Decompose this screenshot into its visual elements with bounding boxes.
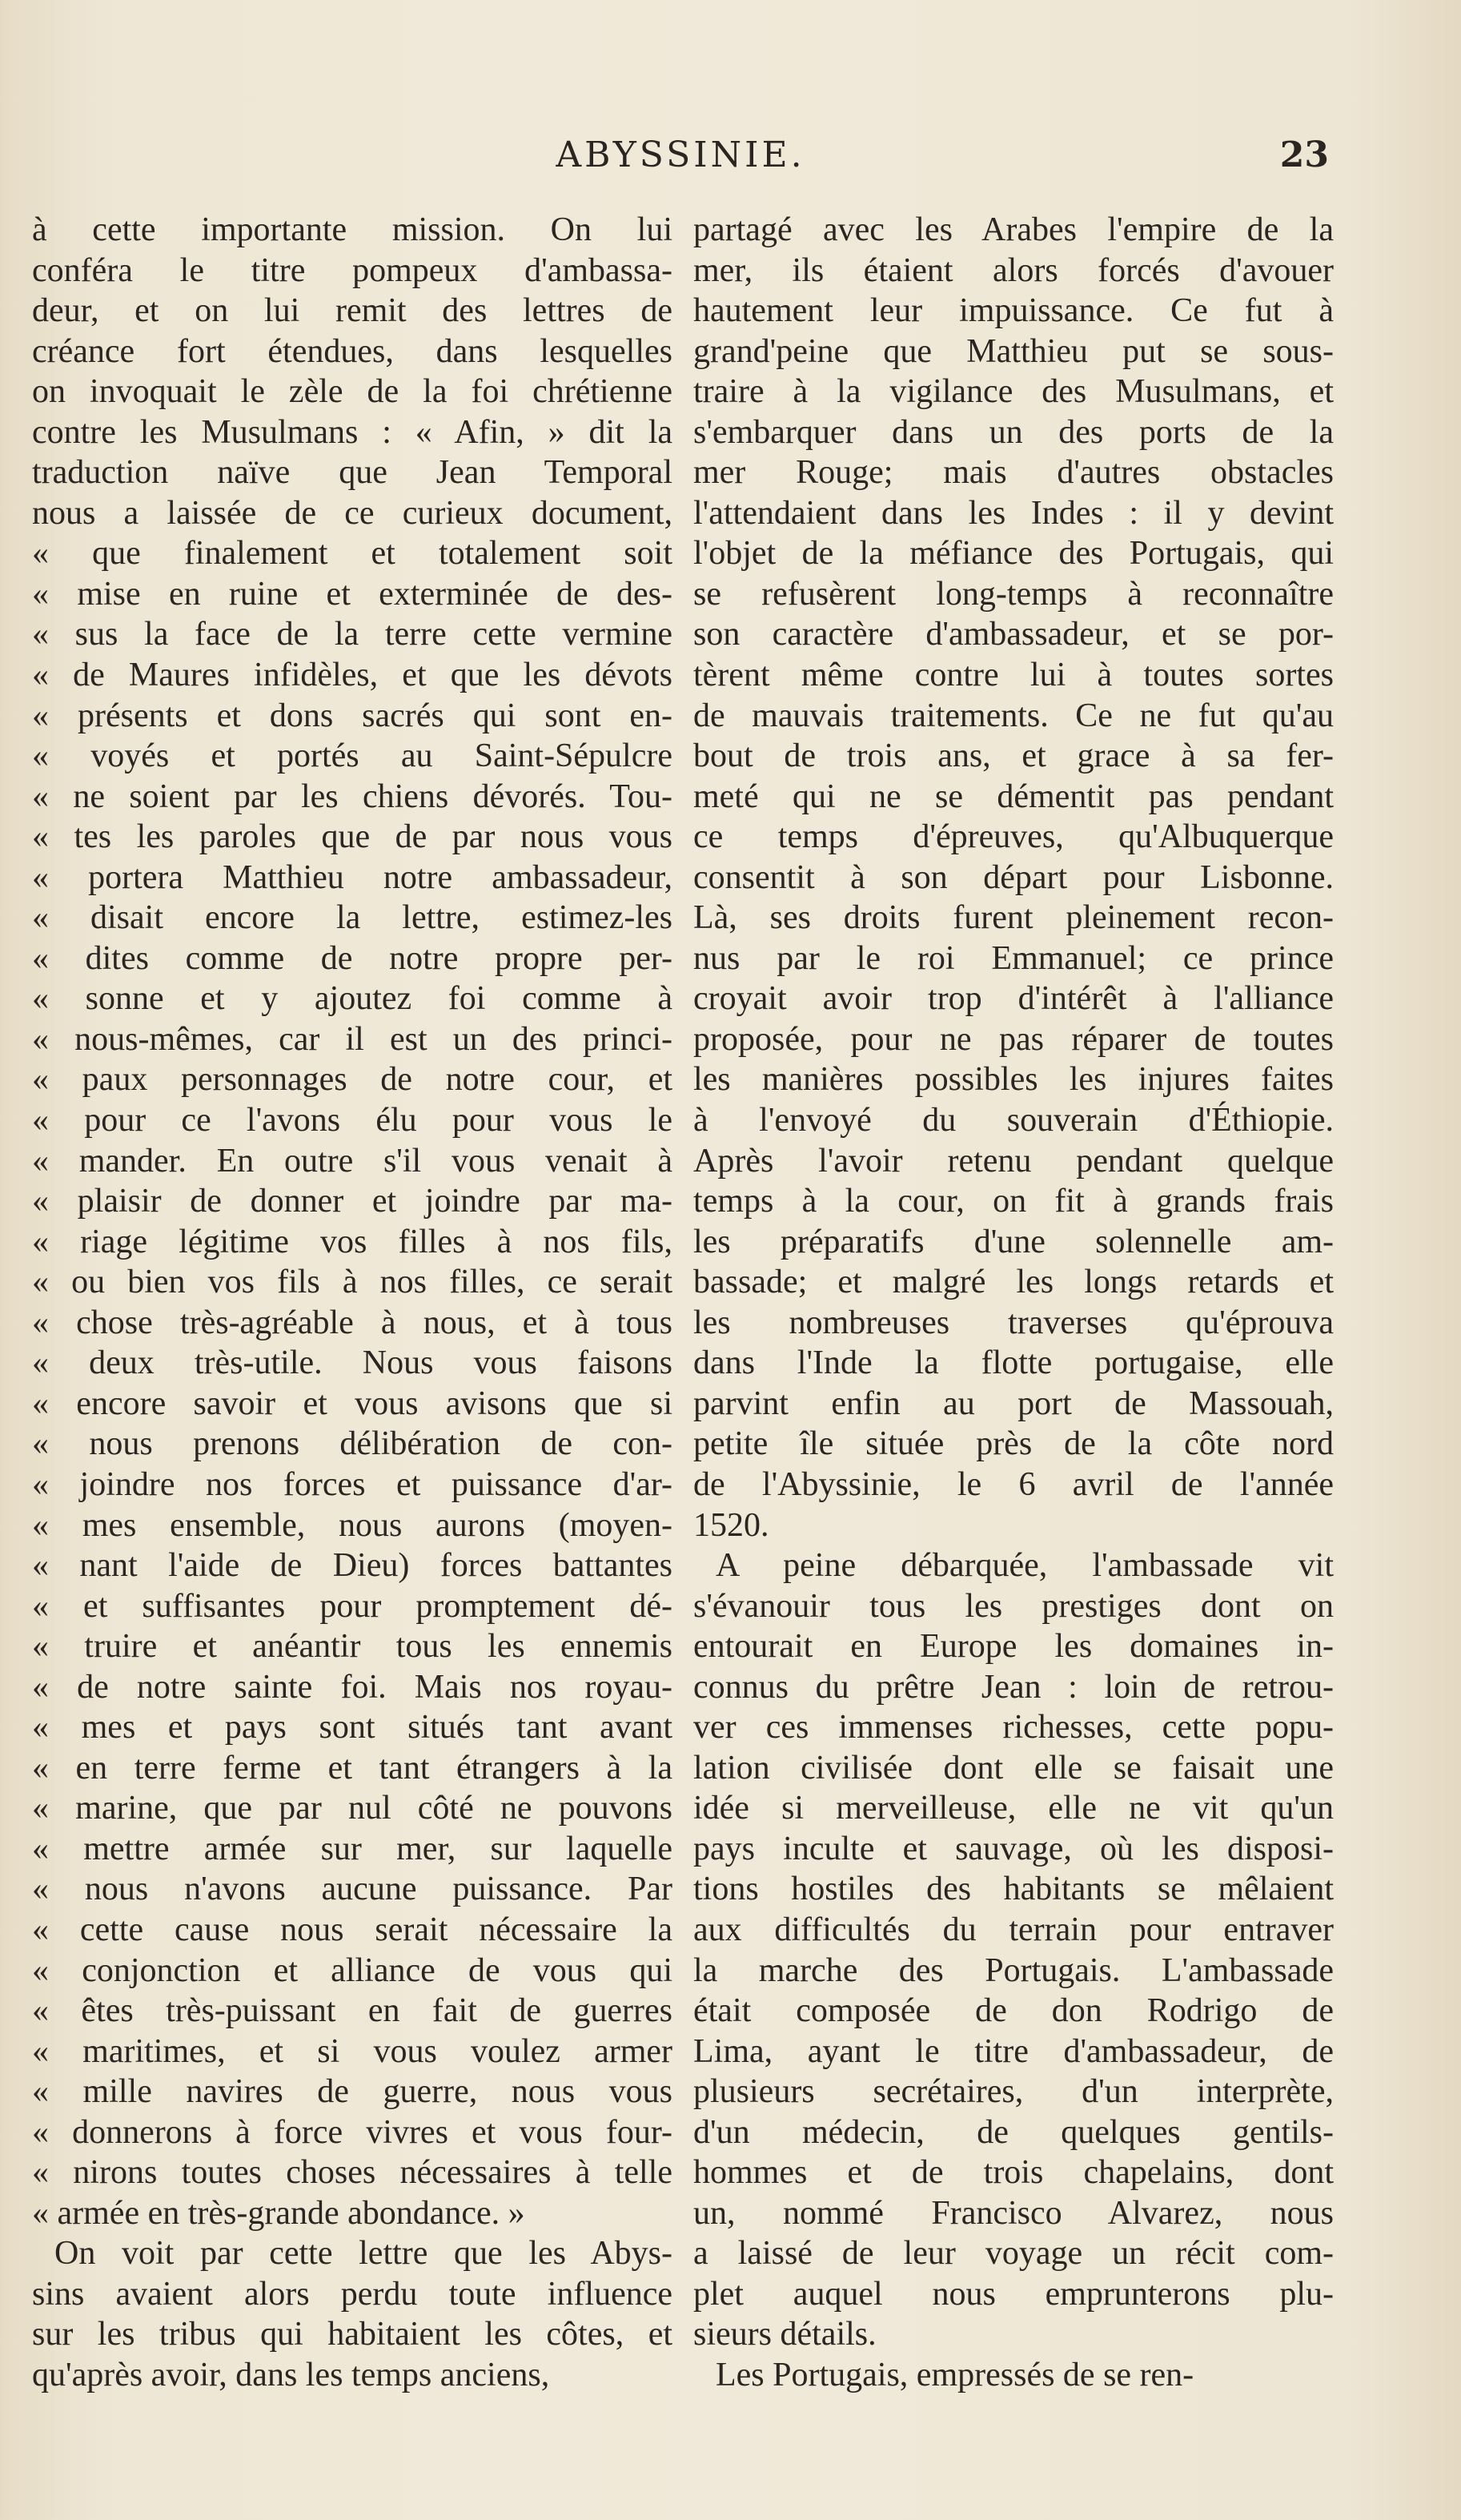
- text-line: hautement leur impuissance. Ce fut à: [693, 292, 1334, 330]
- text-line: « marine, que par nul côté ne pouvons: [32, 1790, 672, 1827]
- text-line: parvint enfin au port de Massouah,: [693, 1385, 1334, 1422]
- text-line: « mettre armée sur mer, sur laquelle: [32, 1830, 672, 1867]
- text-line: nous a laissée de ce curieux document,: [32, 494, 672, 532]
- text-line: l'attendaient dans les Indes : il y devint: [693, 494, 1334, 532]
- text-line: sieurs détails.: [693, 2316, 877, 2353]
- right-column: [693, 210, 1334, 2396]
- text-line: A peine débarquée, l'ambassade vit: [716, 1547, 1334, 1585]
- text-line: tions hostiles des habitants se mêlaient: [693, 1871, 1334, 1908]
- text-line: ce temps d'épreuves, qu'Albuquerque: [693, 818, 1334, 856]
- text-line: « deux très-utile. Nous vous faisons: [32, 1344, 672, 1382]
- text-line: aux difficultés du terrain pour entraver: [693, 1911, 1334, 1948]
- text-line: se refusèrent long-temps à reconnaître: [693, 575, 1334, 613]
- text-line: « êtes très-puissant en fait de guerres: [32, 1992, 672, 2030]
- text-line: contre les Musulmans : « Afin, » dit la: [32, 413, 672, 451]
- text-line: s'embarquer dans un des ports de la: [693, 413, 1334, 451]
- text-line: « nous n'avons aucune puissance. Par: [32, 1871, 672, 1908]
- text-line: « sonne et y ajoutez foi comme à: [32, 980, 672, 1018]
- text-line: « paux personnages de notre cour, et: [32, 1061, 672, 1099]
- text-line: Lima, ayant le titre d'ambassadeur, de: [693, 2032, 1334, 2070]
- text-line: l'objet de la méfiance des Portugais, qui: [693, 535, 1334, 573]
- text-line: « pour ce l'avons élu pour vous le: [32, 1102, 672, 1139]
- text-line: les préparatifs d'une solennelle am-: [693, 1223, 1334, 1260]
- text-line: nus par le roi Emmanuel; ce prince: [693, 939, 1334, 977]
- text-line: « encore savoir et vous avisons que si: [32, 1385, 672, 1422]
- text-line: « ou bien vos fils à nos filles, ce serait: [32, 1264, 672, 1301]
- text-line: sins avaient alors perdu toute influence: [32, 2275, 672, 2313]
- text-line: « joindre nos forces et puissance d'ar-: [32, 1465, 672, 1503]
- text-line: lation civilisée dont elle se faisait une: [693, 1749, 1334, 1787]
- text-line: ver ces immenses richesses, cette popu-: [693, 1709, 1334, 1746]
- text-line: de mauvais traitements. Ce ne fut qu'au: [693, 697, 1334, 734]
- text-line: traduction naïve que Jean Temporal: [32, 454, 672, 492]
- text-line: de l'Abyssinie, le 6 avril de l'année: [693, 1465, 1334, 1503]
- text-line: « nous-mêmes, car il est un des princi-: [32, 1020, 672, 1058]
- text-line: consentit à son départ pour Lisbonne.: [693, 858, 1334, 896]
- text-line: « de notre sainte foi. Mais nos royau-: [32, 1668, 672, 1706]
- text-line: « donnerons à force vivres et vous four-: [32, 2113, 672, 2151]
- text-line: entourait en Europe les domaines in-: [693, 1628, 1334, 1666]
- text-line: s'évanouir tous les prestiges dont on: [693, 1587, 1334, 1625]
- text-line: « dites comme de notre propre per-: [32, 939, 672, 977]
- running-title: ABYSSINIE.: [556, 135, 805, 175]
- text-line: « de Maures infidèles, et que les dévots: [32, 657, 672, 694]
- text-line: « que finalement et totalement soit: [32, 535, 672, 573]
- text-line: à l'envoyé du souverain d'Éthiopie.: [693, 1102, 1334, 1139]
- text-line: « riage légitime vos filles à nos fils,: [32, 1223, 672, 1260]
- text-line: son caractère d'ambassadeur, et se por-: [693, 616, 1334, 653]
- text-line: bassade; et malgré les longs retards et: [693, 1264, 1334, 1301]
- text-line: « conjonction et alliance de vous qui: [32, 1951, 672, 1989]
- text-line: plusieurs secrétaires, d'un interprète,: [693, 2073, 1334, 2111]
- text-line: était composée de don Rodrigo de: [693, 1992, 1334, 2030]
- text-line: « cette cause nous serait nécessaire la: [32, 1911, 672, 1948]
- text-line: connus du prêtre Jean : loin de retrou-: [693, 1668, 1334, 1706]
- text-line: proposée, pour ne pas réparer de toutes: [693, 1020, 1334, 1058]
- text-line: « nous prenons délibération de con-: [32, 1425, 672, 1463]
- text-line: « voyés et portés au Saint-Sépulcre: [32, 738, 672, 775]
- text-line: idée si merveilleuse, elle ne vit qu'un: [693, 1790, 1334, 1827]
- text-line: sur les tribus qui habitaient les côtes, et: [32, 2316, 672, 2353]
- left-column: [32, 210, 672, 2396]
- text-line: plet auquel nous emprunterons plu-: [693, 2275, 1334, 2313]
- text-line: « nant l'aide de Dieu) forces battantes: [32, 1547, 672, 1585]
- text-line: « chose très-agréable à nous, et à tous: [32, 1304, 672, 1341]
- text-line: partagé avec les Arabes l'empire de la: [693, 211, 1334, 248]
- text-line: a laissé de leur voyage un récit com-: [693, 2235, 1334, 2273]
- text-line: créance fort étendues, dans lesquelles: [32, 332, 672, 370]
- text-line: « maritimes, et si vous voulez armer: [32, 2032, 672, 2070]
- text-line: « truire et anéantir tous les ennemis: [32, 1628, 672, 1666]
- text-line: tèrent même contre lui à toutes sortes: [693, 657, 1334, 694]
- page-number: 23: [1279, 135, 1329, 175]
- text-line: Après l'avoir retenu pendant quelque: [693, 1142, 1334, 1180]
- text-line: « disait encore la lettre, estimez-les: [32, 899, 672, 937]
- text-line: « armée en très-grande abondance. »: [32, 2194, 525, 2232]
- text-line: on invoquait le zèle de la foi chrétienne: [32, 373, 672, 411]
- text-line: « plaisir de donner et joindre par ma-: [32, 1183, 672, 1220]
- text-line: On voit par cette lettre que les Abys-: [54, 2235, 672, 2273]
- text-line: dans l'Inde la flotte portugaise, elle: [693, 1344, 1334, 1382]
- text-line: qu'après avoir, dans les temps anciens,: [32, 2356, 550, 2393]
- text-line: d'un médecin, de quelques gentils-: [693, 2113, 1334, 2151]
- text-line: les manières possibles les injures faites: [693, 1061, 1334, 1099]
- text-line: « tes les paroles que de par nous vous: [32, 818, 672, 856]
- text-line: « mise en ruine et exterminée de des-: [32, 575, 672, 613]
- text-line: deur, et on lui remit des lettres de: [32, 292, 672, 330]
- text-line: pays inculte et sauvage, où les disposi-: [693, 1830, 1334, 1867]
- text-line: conféra le titre pompeux d'ambassa-: [32, 251, 672, 289]
- text-line: Là, ses droits furent pleinement recon-: [693, 899, 1334, 937]
- text-line: temps à la cour, on fit à grands frais: [693, 1183, 1334, 1220]
- text-line: « mes ensemble, nous aurons (moyen-: [32, 1506, 672, 1544]
- text-line: mer, ils étaient alors forcés d'avouer: [693, 251, 1334, 289]
- text-line: un, nommé Francisco Alvarez, nous: [693, 2194, 1334, 2232]
- text-line: meté qui ne se démentit pas pendant: [693, 778, 1334, 815]
- text-line: traire à la vigilance des Musulmans, et: [693, 373, 1334, 411]
- text-line: « mander. En outre s'il vous venait à: [32, 1142, 672, 1180]
- text-line: à cette importante mission. On lui: [32, 211, 672, 248]
- text-line: « ne soient par les chiens dévorés. Tou-: [32, 778, 672, 815]
- running-head: [32, 135, 1329, 183]
- text-line: « mes et pays sont situés tant avant: [32, 1709, 672, 1746]
- text-line: les nombreuses traverses qu'éprouva: [693, 1304, 1334, 1341]
- text-line: la marche des Portugais. L'ambassade: [693, 1951, 1334, 1989]
- text-line: « présents et dons sacrés qui sont en-: [32, 697, 672, 734]
- text-line: bout de trois ans, et grace à sa fer-: [693, 738, 1334, 775]
- text-line: grand'peine que Matthieu put se sous-: [693, 332, 1334, 370]
- text-line: croyait avoir trop d'intérêt à l'alliance: [693, 980, 1334, 1018]
- text-line: « et suffisantes pour promptement dé-: [32, 1587, 672, 1625]
- text-line: 1520.: [693, 1506, 769, 1544]
- text-line: mer Rouge; mais d'autres obstacles: [693, 454, 1334, 492]
- text-line: Les Portugais, empressés de se ren-: [716, 2356, 1194, 2393]
- text-line: petite île située près de la côte nord: [693, 1425, 1334, 1463]
- text-line: « sus la face de la terre cette vermine: [32, 616, 672, 653]
- text-line: « nirons toutes choses nécessaires à telle: [32, 2154, 672, 2192]
- text-line: « portera Matthieu notre ambassadeur,: [32, 858, 672, 896]
- text-line: « en terre ferme et tant étrangers à la: [32, 1749, 672, 1787]
- text-line: hommes et de trois chapelains, dont: [693, 2154, 1334, 2192]
- text-line: « mille navires de guerre, nous vous: [32, 2073, 672, 2111]
